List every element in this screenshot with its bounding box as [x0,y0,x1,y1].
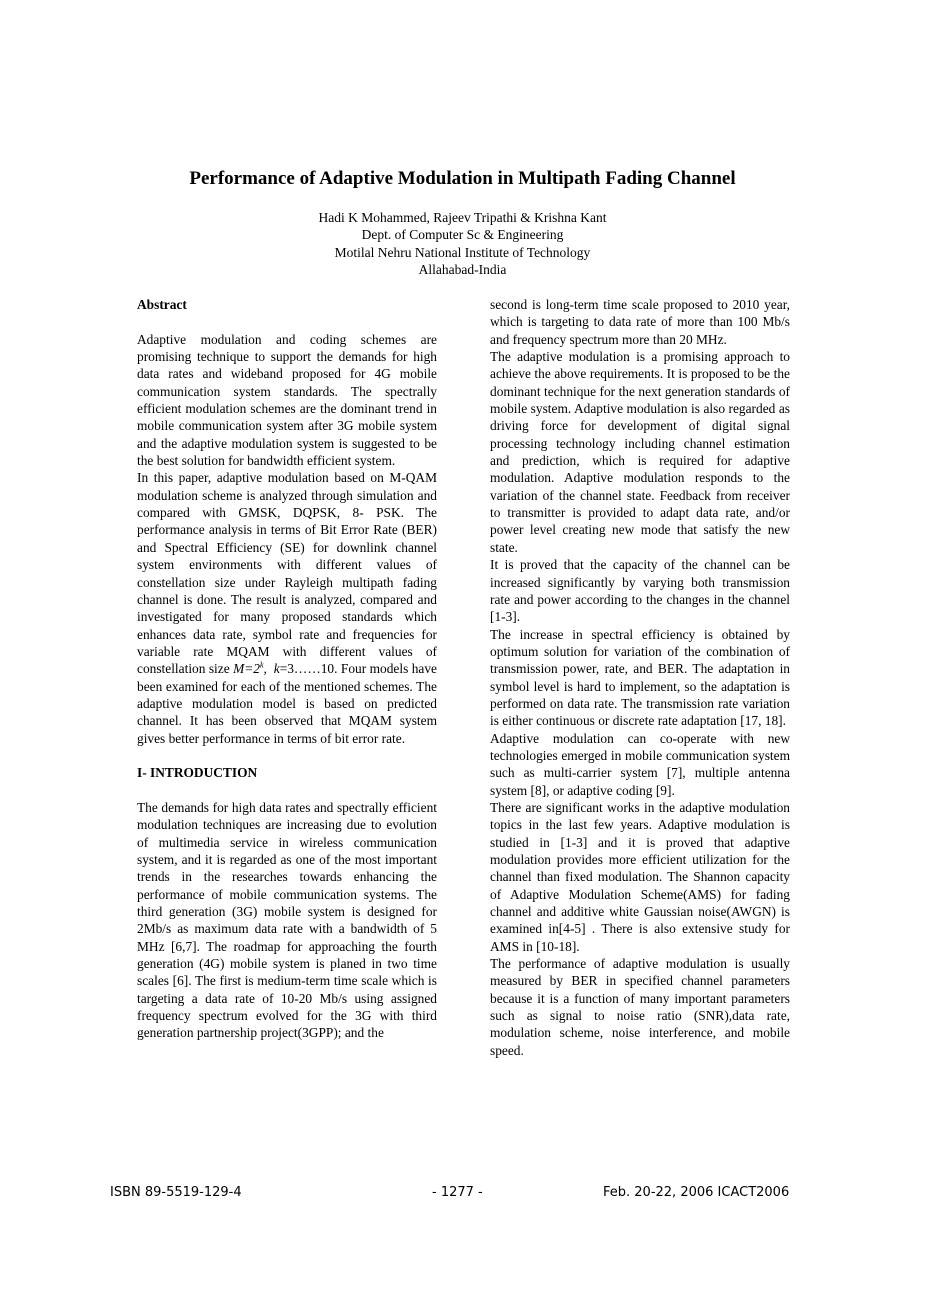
abstract-paragraph-2-text: In this paper, adaptive modulation based on M-QAM modulation scheme is analyzed through simulation and compared with GMSK, DQPSK, 8- PSK. The performance analysis in terms of Bit Error Rate (BER) and Spectral Efficiency (SE) for downlink channel system environments with different values of constellation size under Rayleigh multipath fading channel is done. The result is analyzed, compared and investigated for many proposed standards which enhances data rate, symbol rate and frequencies for variable rate MQAM with different values of constellation size [137,470,437,677]
author-names: Hadi K Mohammed, Rajeev Tripathi & Krishna Kant [318,210,607,225]
constellation-formula: $M=2^k$, k [233,660,280,677]
footer-page-number: - 1277 - [432,1185,483,1200]
paper-title: Performance of Adaptive Modulation in Multipath Fading Channel [189,168,736,189]
introduction-heading: I- INTRODUCTION [137,765,258,781]
abstract-paragraph-2 [137,469,437,747]
introduction-paragraph-1: The demands for high data rates and spectrally efficient modulation techniques are increasing due to evolution of multimedia service in wireless communication system, and it is regarded as one of the most important trends in the researches towards enhancing the performance of mobile communication systems. The third generation (3G) mobile system is designed for 2Mb/s as maximum data rate with a bandwidth of 5 MHz [6,7]. The roadmap for approaching the fourth generation (4G) mobile system is planed in two time scales [6]. The first is medium-term time scale which is targeting a data rate of 10-20 Mb/s using assigned frequency spectrum evolved for the 3G with third generation partnership project(3GPP); and the [137,799,437,1041]
right-paragraph-2: The adaptive modulation is a promising approach to achieve the above requirements. It is proposed to be the dominant technique for the next generation standards of mobile system. Adaptive modulation is also regarded as driving force for development of digital signal processing technology including channel estimation and prediction, which is required for adaptive modulation. Adaptive modulation responds to the variation of the channel state. Feedback from receiver to transmitter is provided to adapt data rate, and/or power level creating new mode that satisfy the new state. [490,349,790,555]
author-institute: Motilal Nehru National Institute of Technology [334,244,591,260]
right-paragraph-1: second is long-term time scale proposed to 2010 year, which is targeting to data rate of more than 100 Mb/s and frequency spectrum more than 20 MHz. [490,297,790,347]
author-block [0,209,925,279]
right-paragraph-5: Adaptive modulation can co-operate with new technologies emerged in mobile communication system such as multi-carrier system [7], multiple antenna system [8], or adaptive coding [9]. [490,730,790,798]
footer-conference: Feb. 20-22, 2006 ICACT2006 [603,1185,790,1200]
right-paragraph-3: It is proved that the capacity of the channel can be increased significantly by varying both transmission rate and power according to the changes in the channel [1-3]. [490,557,790,625]
constellation-range: =3……10. [279,661,338,677]
abstract-paragraph-1: Adaptive modulation and coding schemes are promising technique to support the demands for high data rates and wideband proposed for 4G mobile communication system standards. The spectrally efficient modulation schemes are the dominant trend in mobile communication system after 3G mobile system and the adaptive modulation system is suggested to be the best solution for bandwidth efficient system. [137,331,437,469]
right-column [490,296,790,1059]
left-column [137,296,437,1042]
footer-isbn: ISBN 89-5519-129-4 [110,1185,242,1200]
abstract-heading: Abstract [137,297,187,312]
abstract-paragraph-2-end: Four models have been examined for each of the mentioned schemes. The adaptive modulation model is based on predicted channel. It has been observed that MQAM system gives better performance in terms of bit error rate. [137,661,437,746]
author-department: Dept. of Computer Sc & Engineering [361,227,564,243]
right-paragraph-7: The performance of adaptive modulation is usually measured by BER in specified channel parameters because it is a function of many important parameters such as signal to noise ratio (SNR),data rate, modulation scheme, noise interference, and mobile speed. [490,956,790,1058]
right-paragraph-4: The increase in spectral efficiency is obtained by optimum solution for variation of the combination of transmission power, rate, and BER. The adaptation in symbol level is hard to implement, so the adaptation is performed on data rate. The transmission rate variation is either continuous or discrete rate adaptation [17, 18]. [490,626,790,729]
author-location: Allahabad-India [418,262,507,278]
right-paragraph-6: There are significant works in the adaptive modulation topics in the last few years. Adaptive modulation is studied in [1-3] and it is proved that adaptive modulation provides more efficient utilization for the channel than fixed modulation. The Shannon capacity of Adaptive Modulation Scheme(AMS) for fading channel and additive white Gaussian noise(AWGN) is examined in[4-5] . There is also extensive study for AMS in [10-18]. [490,799,790,954]
